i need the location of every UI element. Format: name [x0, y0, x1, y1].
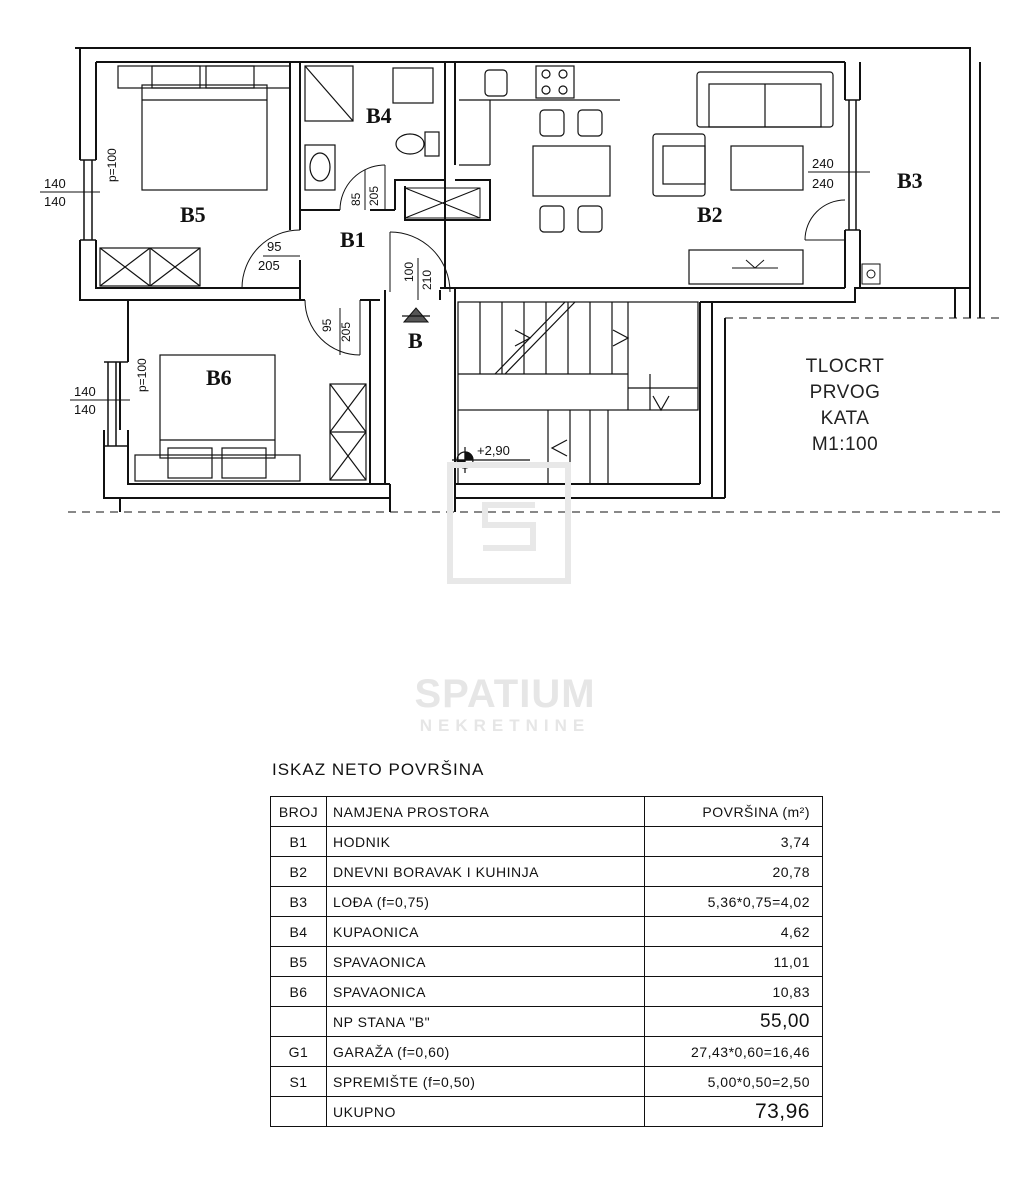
- dim-door-entry-height: 210: [420, 269, 434, 290]
- row-num: B2: [271, 857, 327, 887]
- dim-window-b6-sill: p=100: [135, 358, 149, 392]
- window-b5: [80, 160, 96, 240]
- plan-title-line-1: TLOCRT: [805, 356, 885, 377]
- armchair: [653, 134, 705, 196]
- row-purpose: SPREMIŠTE (f=0,50): [327, 1067, 645, 1097]
- dim-door-b3-bottom: 240: [812, 176, 834, 191]
- room-label-b1: B1: [340, 227, 366, 252]
- tv: [732, 260, 778, 268]
- header-num: BROJ: [271, 797, 327, 827]
- room-label-b3: B3: [897, 168, 923, 193]
- dim-door-b4-height: 205: [367, 185, 381, 206]
- subtotal-area: 55,00: [645, 1007, 823, 1037]
- total-area: 73,96: [645, 1097, 823, 1127]
- plan-title-line-4: M1:100: [811, 434, 879, 455]
- room-label-b5: B5: [180, 202, 206, 227]
- table-row: [271, 827, 823, 857]
- table-row: [271, 977, 823, 1007]
- bed-b5: [118, 66, 290, 190]
- table-subtotal-row: [271, 1007, 823, 1037]
- row-area: 11,01: [645, 947, 823, 977]
- sofa: [697, 72, 833, 127]
- row-purpose: KUPAONICA: [327, 917, 645, 947]
- row-area: 20,78: [645, 857, 823, 887]
- total-label: UKUPNO: [327, 1097, 645, 1127]
- dim-window-b5-bottom: 140: [44, 194, 66, 209]
- row-area: 10,83: [645, 977, 823, 1007]
- subtotal-num: [271, 1007, 327, 1037]
- row-area: 27,43*0,60=16,46: [645, 1037, 823, 1067]
- row-num: S1: [271, 1067, 327, 1097]
- dining-table: [533, 110, 610, 232]
- header-purpose: NAMJENA PROSTORA: [327, 797, 645, 827]
- table-row: [271, 1037, 823, 1067]
- dim-window-b5-sill: p=100: [105, 148, 119, 182]
- table-total-row: [271, 1097, 823, 1127]
- table-row: [271, 1067, 823, 1097]
- row-purpose: SPAVAONICA: [327, 947, 645, 977]
- wardrobe-b6: [330, 384, 366, 480]
- row-purpose: HODNIK: [327, 827, 645, 857]
- table-row: [271, 857, 823, 887]
- dim-window-b6-top: 140: [74, 384, 96, 399]
- row-num: G1: [271, 1037, 327, 1067]
- tv-unit: [689, 250, 803, 284]
- row-purpose: DNEVNI BORAVAK I KUHINJA: [327, 857, 645, 887]
- table-row: [271, 947, 823, 977]
- subtotal-label: NP STANA "B": [327, 1007, 645, 1037]
- row-purpose: GARAŽA (f=0,60): [327, 1037, 645, 1067]
- table-title: ISKAZ NETO POVRŠINA: [272, 760, 485, 779]
- row-area: 4,62: [645, 917, 823, 947]
- row-area: 5,36*0,75=4,02: [645, 887, 823, 917]
- room-label-b2: B2: [697, 202, 723, 227]
- dim-window-b5-top: 140: [44, 176, 66, 191]
- dim-door-b6-height: 205: [339, 321, 353, 342]
- window-b6: [104, 362, 128, 446]
- dim-door-b6-width: 95: [320, 318, 334, 332]
- row-num: B6: [271, 977, 327, 1007]
- header-area: POVRŠINA (m²): [645, 797, 823, 827]
- room-label-b6: B6: [206, 365, 232, 390]
- watermark-subtitle: NEKRETNINE: [419, 716, 591, 735]
- total-num: [271, 1097, 327, 1127]
- dim-window-b6-bottom: 140: [74, 402, 96, 417]
- row-area: 3,74: [645, 827, 823, 857]
- table-row: [271, 917, 823, 947]
- dim-door-entry-width: 100: [402, 261, 416, 282]
- dim-door-b4-width: 85: [349, 192, 363, 206]
- table-header-row: [271, 797, 823, 827]
- row-area: 5,00*0,50=2,50: [645, 1067, 823, 1097]
- plan-title-line-2: PRVOG: [809, 382, 881, 403]
- wardrobe-b5: [100, 248, 200, 286]
- dim-door-b5-height: 205: [258, 258, 280, 273]
- row-purpose: SPAVAONICA: [327, 977, 645, 1007]
- room-label-b4: B4: [366, 103, 392, 128]
- bathroom-fixtures: [305, 66, 439, 190]
- watermark-logo-icon: [450, 465, 568, 581]
- coat-closet: [405, 188, 480, 218]
- table-row: [271, 887, 823, 917]
- entrance-label: B: [408, 328, 423, 353]
- level-value: +2,90: [477, 443, 510, 458]
- entrance-arrow-icon: [402, 308, 430, 322]
- dim-door-b3-top: 240: [812, 156, 834, 171]
- dim-door-b5-width: 95: [267, 239, 282, 254]
- loggia-drain: [862, 264, 880, 284]
- plan-title-line-3: KATA: [820, 408, 870, 429]
- row-num: B3: [271, 887, 327, 917]
- area-table: [270, 796, 823, 1127]
- coffee-table: [731, 146, 803, 190]
- row-num: B5: [271, 947, 327, 977]
- watermark-brand: SPATIUM: [414, 672, 596, 716]
- row-num: B4: [271, 917, 327, 947]
- row-purpose: LOĐA (f=0,75): [327, 887, 645, 917]
- row-num: B1: [271, 827, 327, 857]
